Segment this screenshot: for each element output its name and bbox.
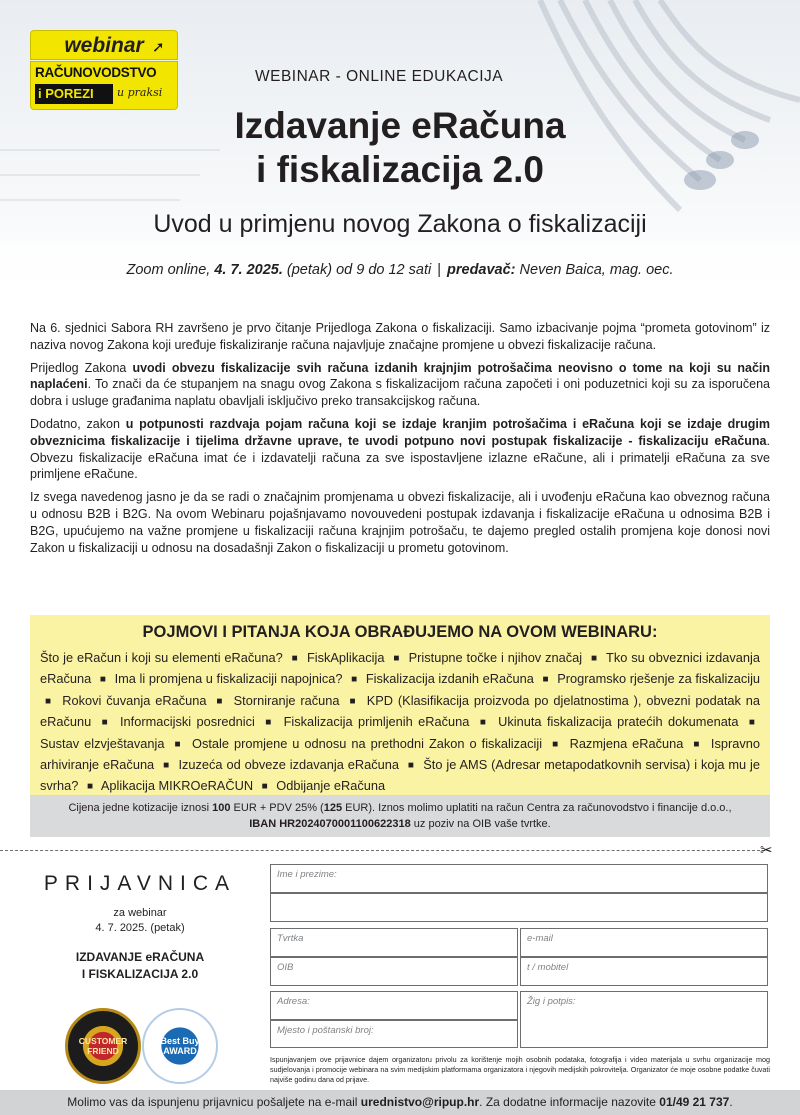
- topics-heading: POJMOVI I PITANJA KOJA OBRAĐUJEMO NA OVOM WEBINARU:: [142, 623, 658, 641]
- webinar-name-line-2: I FISKALIZACIJA 2.0: [81, 967, 199, 981]
- name-field[interactable]: Ime i prezime:: [270, 864, 768, 893]
- bullet-square-icon: ■: [349, 695, 357, 707]
- title-line-2: i fiskalizacija 2.0: [256, 149, 544, 190]
- bullet-square-icon: ■: [542, 674, 549, 686]
- title-line-1: Izdavanje eRačuna: [234, 105, 566, 146]
- cut-line: [0, 850, 770, 851]
- topic-item: KPD (Klasifikacija proizvoda po djelatnostima ), obvezni podatak na eRačunu: [40, 692, 761, 730]
- best-buy-award-badge: Best Buy AWARD: [142, 1008, 218, 1084]
- price-total: 125: [323, 802, 343, 814]
- lecturer-label: predavač:: [447, 262, 516, 278]
- topic-item: Što je AMS (Adresar metapodatkovnih servisa) i koja mu je svrha?: [40, 757, 761, 794]
- address-field[interactable]: Adresa:: [270, 991, 518, 1020]
- phone-field[interactable]: t / mobitel: [520, 957, 768, 986]
- footer-bar: Molimo vas da ispunjenu prijavnicu pošaljete na e-mail urednistvo@ripup.hr. Za dodatne informacije nazovite 01/49 21 737.: [0, 1090, 800, 1115]
- topic-item: FiskAplikacija: [306, 650, 385, 665]
- price-amount: 100: [212, 802, 231, 814]
- bullet-square-icon: ■: [479, 717, 488, 729]
- privacy-consent-text: Ispunjavanjem ove prijavnice dajem organizatoru privolu za korištenje mojih osobnih podataka, fotografija i video materijala u svrhu organizacije mog sudjelovanja i promocije webinara na svim medijskim platformama organizatora i njegovih medijskih pokrovitelja. Organizator će moje osobne podatke čuvati najviše godinu dana od prijave.: [270, 1055, 770, 1084]
- email-field[interactable]: e-mail: [520, 928, 768, 957]
- oib-field[interactable]: OIB: [270, 957, 518, 986]
- topic-item: Razmjena eRačuna: [569, 735, 684, 751]
- topic-item: Izuzeća od obveze izdavanja eRačuna: [178, 757, 399, 773]
- bullet-square-icon: ■: [174, 738, 182, 750]
- date-prefix: Zoom online,: [126, 262, 215, 278]
- logo-porezi: i POREZI: [35, 84, 113, 104]
- topic-item: Ostale promjene u odnosu na prethodni Zakon o fiskalizaciji: [191, 735, 543, 751]
- contact-phone: 01/49 21 737: [659, 1095, 730, 1109]
- name-field-extra[interactable]: [270, 893, 768, 922]
- page-title: [190, 104, 610, 192]
- bullet-square-icon: ■: [693, 738, 701, 750]
- registration-title: PRIJAVNICA: [43, 872, 237, 895]
- intro-paragraph-1: Na 6. sjednici Sabora RH završeno je prvo čitanje Prijedloga Zakona o fiskalizaciji. Samo izbacivanje pojma “prometa gotovinom” iz naziva novog Zakona koji uređuje fiskaliziranje računa najavljuje značajne promjene u obvezi fiskalizacije računa.: [30, 321, 770, 352]
- topic-item: Što je eRačun i koji su elementi eRačuna?: [40, 650, 283, 665]
- bullet-square-icon: ■: [216, 695, 224, 707]
- topic-item: Informacijski posrednici: [119, 714, 255, 730]
- logo-plate: [30, 61, 178, 110]
- registration-date: 4. 7. 2025. (petak): [95, 922, 185, 934]
- topic-item: Programsko rješenje za fiskalizaciju: [557, 671, 761, 687]
- intro-paragraph-3: Dodatno, zakon u potpunosti razdvaja pojam računa koji se izdaje kranjim potrošačima i eRačuna koji se izdaje drugim obveznicima fiskalizacije i tijelima državne uprave, te uvodi potpuno novi postupak fiskalizacije - fiskalizaciju eRačuna. Obvezu fiskalizacije eRačuna imat će i izdavatelji računa za sve ispostavljene izlazne eRačune, ali i primatelji eRačuna za sve primljene eRačune.: [30, 416, 770, 482]
- bullet-square-icon: ■: [407, 760, 415, 772]
- logo-u-praksi: u praksi: [117, 86, 163, 99]
- topic-item: Sustav elzvještavanja: [40, 735, 165, 751]
- intro-emphasis: uvodi obvezu fiskalizacije svih računa izdanih krajnjim potrošačima neovisno o tome na koji su način naplaćeni: [30, 360, 770, 392]
- bullet-square-icon: ■: [101, 717, 110, 729]
- iban: IBAN HR2024070001100622318: [249, 818, 411, 830]
- bullet-square-icon: ■: [393, 653, 400, 664]
- bullet-square-icon: ■: [163, 760, 170, 772]
- bullet-square-icon: ■: [86, 781, 94, 793]
- intro-text: [30, 320, 770, 562]
- stamp-signature-field[interactable]: Žig i potpis:: [520, 991, 768, 1048]
- topic-item: Storniranje računa: [233, 692, 340, 708]
- contact-email[interactable]: urednistvo@ripup.hr: [360, 1095, 480, 1109]
- bullet-square-icon: ■: [265, 717, 274, 729]
- brand-logo: [30, 30, 178, 110]
- webinar-name-line-1: IZDAVANJE eRAČUNA: [75, 950, 205, 964]
- topics-box: [30, 615, 770, 802]
- bullet-square-icon: ■: [291, 653, 299, 664]
- scissors-icon: ✂: [760, 842, 773, 859]
- registration-for: za webinar: [113, 907, 167, 919]
- topic-item: Ukinuta fiskalizacija pratećih dokumenata: [498, 714, 739, 730]
- price-line-2: IBAN HR2024070001100622318 uz poziv na OIB vaše tvrtke.: [249, 818, 551, 830]
- topics-list: [40, 648, 760, 798]
- date-suffix: (petak) od 9 do 12 sati: [282, 262, 432, 278]
- dateline-separator: |: [437, 262, 441, 278]
- price-info: [30, 795, 770, 837]
- cursor-icon: ➚: [152, 39, 165, 56]
- logo-racunovodstvo: RAČUNOVODSTVO: [35, 65, 157, 80]
- topic-item: Pristupne točke i njihov značaj: [408, 650, 583, 665]
- topic-item: Ima li promjena u fiskalizaciji napojnica?: [114, 671, 343, 687]
- bullet-square-icon: ■: [552, 738, 560, 750]
- customer-friend-badge: CUSTOMER FRIEND: [65, 1008, 141, 1084]
- bullet-square-icon: ■: [590, 653, 598, 664]
- intro-paragraph-2: Prijedlog Zakona uvodi obvezu fiskalizacije svih računa izdanih krajnjim potrošačima neovisno o tome na koji su način naplaćeni. To znači da će stupanjem na snagu ovog Zakona s fiskalizacijom računa započeti i oni poduzetnici koji su za isporučena dobra i usluge građanima naplatu obavljali isključivo preko transakcijskog računa.: [30, 360, 770, 409]
- event-date: 4. 7. 2025.: [214, 262, 283, 278]
- bullet-square-icon: ■: [45, 695, 53, 707]
- place-postal-field[interactable]: Mjesto i poštanski broj:: [270, 1020, 518, 1048]
- topic-item: Tko su obveznici izdavanja eRačuna: [40, 650, 760, 687]
- lecturer-name: Neven Baica, mag. oec.: [515, 262, 674, 278]
- bullet-square-icon: ■: [99, 674, 106, 686]
- intro-emphasis: u potpunosti razdvaja pojam računa koji se izdaje kranjim potrošačima i eRačuna koji se izdaje drugim obveznicima fiskalizacije i tijelima državne uprave, te uvodi potpuno novi postupak fiskalizacije - fiskalizaciju eRačuna: [30, 416, 770, 448]
- registration-subtitle: [30, 906, 250, 936]
- header-banner: [0, 0, 800, 300]
- topic-item: Fiskalizacija primljenih eRačuna: [283, 714, 470, 730]
- topic-item: Fiskalizacija izdanih eRačuna: [365, 671, 534, 687]
- event-dateline: [0, 262, 800, 278]
- page-subtitle: Uvod u primjenu novog Zakona o fiskalizaciji: [153, 210, 647, 238]
- topic-item: Aplikacija MIKROeRAČUN: [100, 778, 254, 794]
- bullet-square-icon: ■: [351, 674, 358, 686]
- bullet-square-icon: ■: [748, 717, 755, 729]
- registration-webinar-name: [30, 949, 250, 983]
- topic-item: Rokovi čuvanja eRačuna: [62, 692, 207, 708]
- logo-webinar: webinar: [30, 30, 178, 60]
- topic-item: Odbijanje eRačuna: [276, 778, 386, 794]
- intro-paragraph-4: Iz svega navedenog jasno je da se radi o značajnim promjenama u obvezi fiskalizacije, ali i uvođenju eRačuna kao obveznog računa u odnosu B2B i B2G. Na ovom Webinaru pojašnjavamo novouvedeni postupak izdavanja i fiskalizacije eRačuna u odnosima B2B i B2G, upućujemo na važne promjene u fiskalizaciji računa krajnjim potrošaču, te dajemo pregled ostalih promjena koje donosi novi Zakon u fiskalizaciji u odnosu na dosadašnji Zakon o fiskalizaciji u prometu gotovinom.: [30, 490, 770, 555]
- bullet-square-icon: ■: [261, 781, 268, 793]
- price-line-1: Cijena jedne kotizacije iznosi 100 EUR + PDV 25% (125 EUR). Iznos molimo uplatiti na račun Centra za računovodstvo i financije d.o.o.,: [68, 802, 732, 814]
- company-field[interactable]: Tvrtka: [270, 928, 518, 957]
- topic-item: Ispravno arhiviranje eRačuna: [40, 735, 760, 773]
- event-kicker: WEBINAR - ONLINE EDUKACIJA: [255, 68, 504, 85]
